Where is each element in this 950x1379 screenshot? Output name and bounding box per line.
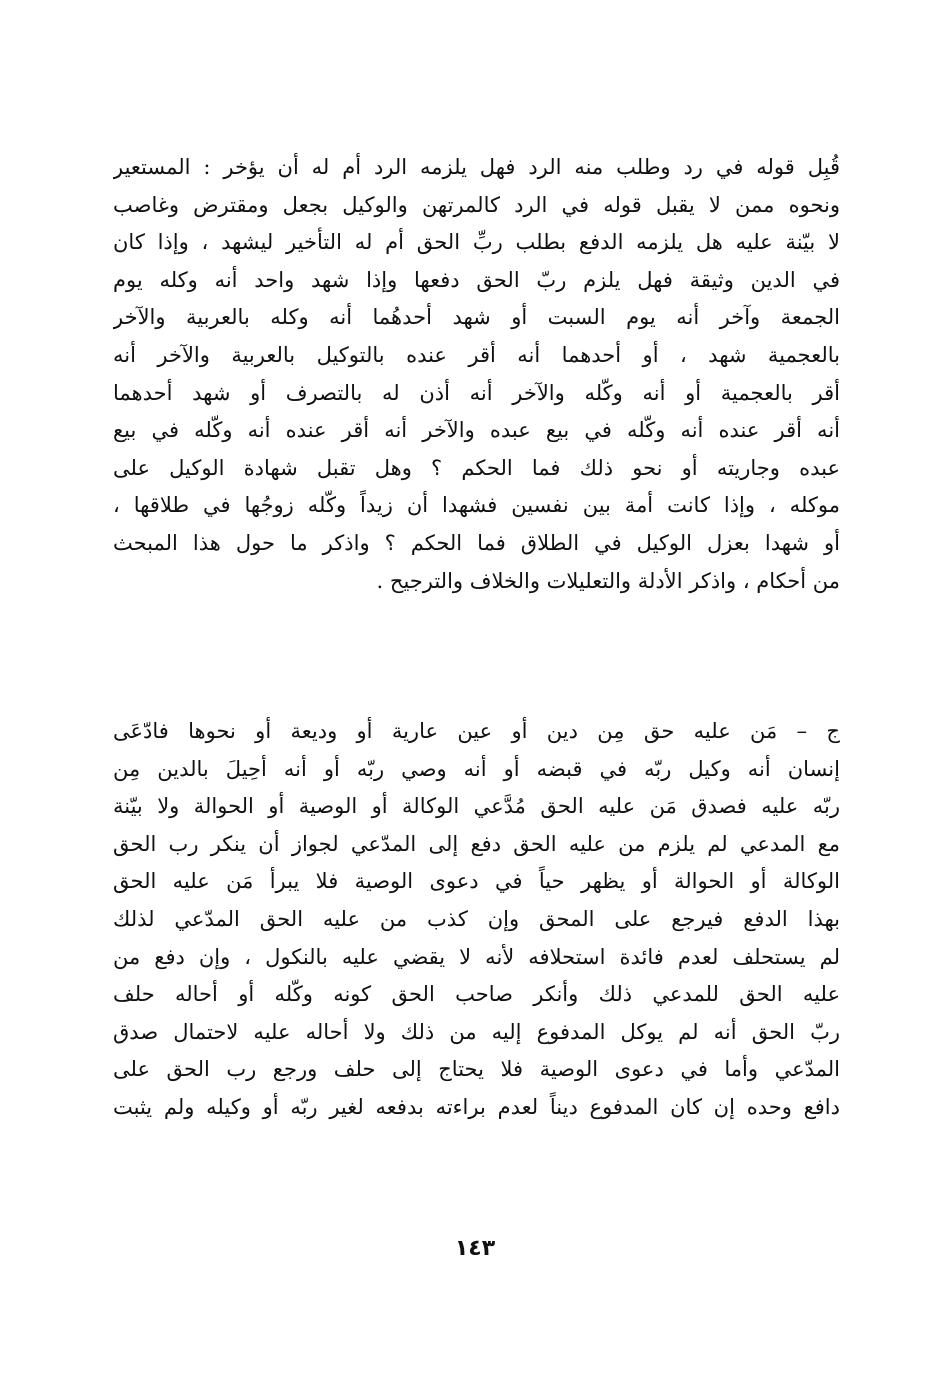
text-line: الوكالة أو الحوالة أو يظهر حياً في دعوى الوصية فلا يبرأ مَن عليه الحق xyxy=(113,869,840,894)
text-line: مع المدعي لم يلزم من عليه الحق دفع إلى المدّعي لجواز أن ينكر رب الحق xyxy=(113,831,840,856)
text-line: ربّه عليه فصدق مَن عليه الحق مُدَّعي الوكالة أو الوصية أو الحوالة ولا بيّنة xyxy=(113,794,840,819)
text-line: إنسان أنه وكيل ربّه في قبضه أو أنه وصي ربّه أو أنه أحِيلَ بالدين مِن xyxy=(113,756,840,781)
text-line: الجمعة وآخر أنه يوم السبت أو شهد أحدهُما أنه وكله بالعربية والآخر xyxy=(113,305,840,330)
text-line: موكله ، وإذا كانت أمة بين نفسين فشهدا أن زيداً وكّله زوجُها في طلاقها ، xyxy=(113,493,840,518)
question-paragraph xyxy=(113,149,840,600)
text-line: أقر بالعجمية أو أنه وكّله والآخر أنه أذن له بالتصرف أو شهد أحدهما xyxy=(113,380,840,405)
text-line: عليه الحق للمدعي ذلك وأنكر صاحب الحق كونه وكّله أو أحاله حلف xyxy=(113,982,840,1007)
text-line: لم يستحلف لعدم فائدة استحلافه لأنه لا يقضي عليه بالنكول ، وإن دفع من xyxy=(113,944,840,969)
text-line: بالعجمية شهد ، أو أحدهما أنه أقر عنده بالتوكيل بالعربية والآخر أنه xyxy=(113,342,840,367)
text-line: بهذا الدفع فيرجع على المحق وإن كذب من عليه الحق المدّعي لذلك xyxy=(113,906,840,931)
text-line: ج – مَن عليه حق مِن دين أو عين عارية أو وديعة أو نحوها فادّعَى xyxy=(113,719,840,743)
text-line: لا بيّنة عليه هل يلزمه الدفع بطلب ربِّ الحق أم له التأخير ليشهد ، وإذا كان xyxy=(113,230,840,255)
text-line: عبده وجاريته أو نحو ذلك فما الحكم ؟ وهل تقبل شهادة الوكيل على xyxy=(113,455,840,480)
text-line: ربّ الحق أنه لم يوكل المدفوع إليه من ذلك ولا أحاله عليه لاحتمال صدق xyxy=(113,1019,840,1044)
text-line: ونحوه ممن لا يقبل قوله في الرد كالمرتهن والوكيل بجعل ومقترض وغاصب xyxy=(113,192,840,217)
page-number: ١٤٣ xyxy=(454,1236,496,1261)
answer-paragraph xyxy=(113,713,840,1127)
text-line: المدّعي وأما في دعوى الوصية فلا يحتاج إلى حلف ورجع رب الحق على xyxy=(113,1057,840,1082)
text-line: أو شهدا بعزل الوكيل في الطلاق فما الحكم ؟ واذكر ما حول هذا المبحث xyxy=(113,530,840,555)
text-line: من أحكام ، واذكر الأدلة والتعليلات والخلاف والترجيح . xyxy=(376,568,840,593)
text-line: في الدين وثيقة فهل يلزم ربّ الحق دفعها وإذا شهد واحد أنه وكله يوم xyxy=(113,267,840,292)
text-line: أنه أقر عنده أنه وكّله في بيع عبده والآخر أنه أقر عنده أنه وكّله في بيع xyxy=(113,418,840,443)
text-line: دافع وحده إن كان المدفوع ديناً لعدم براءته بدفعه لغير ربّه أو وكيله ولم يثبت xyxy=(113,1094,840,1119)
text-line: قُبِل قوله في رد وطلب منه الرد فهل يلزمه الرد أم له أن يؤخر : المستعير xyxy=(113,155,840,179)
